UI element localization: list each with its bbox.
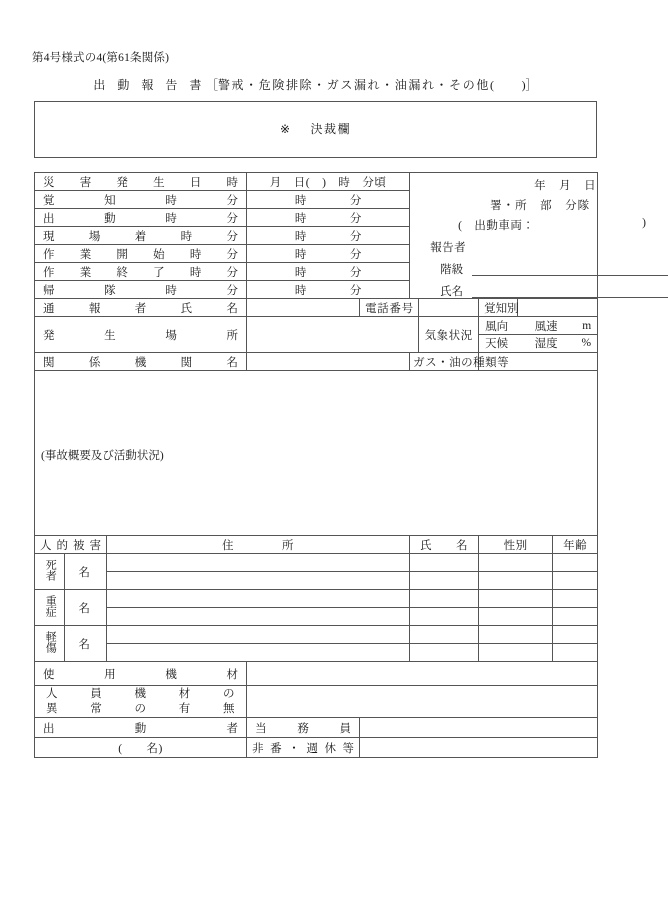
value-off-duty[interactable]: [360, 738, 598, 758]
label-casualty-dead: [35, 554, 65, 590]
description-area[interactable]: [35, 371, 598, 536]
rank-label: 階級: [440, 264, 464, 276]
report-unit[interactable]: 署・所 部 分隊: [490, 200, 591, 212]
value-equipment[interactable]: [247, 662, 598, 686]
table-row-anomaly: [35, 686, 598, 718]
table-row-casualty-dead-2: [35, 572, 598, 590]
weather-row-condition: [479, 335, 597, 352]
label-dispatch-personnel: 出 動 者: [35, 718, 247, 738]
value-casualty-age[interactable]: [553, 572, 598, 590]
table-row-dispatch-onduty: [35, 718, 598, 738]
hour-unit: 時: [294, 194, 307, 207]
label-wind-direction: 風向: [479, 318, 529, 335]
label-casualty-name: 氏 名: [410, 536, 479, 554]
table-row-casualty-minor-1: [35, 626, 598, 644]
reporter-label: 報告者: [430, 242, 467, 254]
minute-unit: 分: [349, 284, 362, 297]
value-casualty-address[interactable]: [107, 608, 410, 626]
value-casualty-address[interactable]: [107, 590, 410, 608]
value-casualty-name[interactable]: [410, 644, 479, 662]
value-casualty-age[interactable]: [553, 608, 598, 626]
value-phone-number[interactable]: [419, 299, 479, 317]
value-casualty-name[interactable]: [410, 626, 479, 644]
label-off-duty: 非番・週休等: [247, 738, 360, 758]
form-title-categories-close: )］: [521, 78, 538, 92]
page-title: [34, 76, 597, 93]
label-casualty-serious: [35, 590, 65, 626]
hour-unit: 時: [294, 266, 307, 279]
label-casualty-category: 人的被害: [35, 536, 107, 554]
value-casualty-age[interactable]: [553, 590, 598, 608]
label-equipment: 使用機材: [35, 662, 247, 686]
weather-table: [479, 318, 597, 352]
unit-wind-speed: m: [574, 318, 598, 335]
name-input-line[interactable]: [472, 297, 668, 298]
form-code: 第4号様式の4(第61条関係): [32, 52, 170, 64]
minute-unit: 分: [349, 266, 362, 279]
form-title-bracket-open: ［: [205, 78, 218, 92]
value-dispatch-count[interactable]: ( 名): [35, 738, 247, 758]
value-notification-type[interactable]: [518, 299, 598, 317]
casualty-type-text: 重症: [44, 594, 57, 617]
value-work-end-time[interactable]: [247, 263, 410, 281]
value-casualty-name[interactable]: [410, 608, 479, 626]
label-on-duty: 当 務 員: [247, 718, 360, 738]
value-location[interactable]: [247, 317, 419, 353]
label-work-end-time: 作業終了時分: [35, 263, 247, 281]
approval-mark-icon: ※: [279, 122, 292, 136]
label-humidity: 湿度: [534, 338, 558, 351]
value-casualty-gender[interactable]: [479, 572, 553, 590]
value-return-time[interactable]: [247, 281, 410, 299]
table-row-caller: [35, 299, 598, 317]
value-casualty-age[interactable]: [553, 644, 598, 662]
count-casualty-dead[interactable]: [65, 554, 107, 590]
table-row-description: [35, 371, 598, 536]
casualty-count-unit: 名: [78, 566, 90, 579]
rank-input-line[interactable]: [472, 275, 668, 276]
unit-humidity: %: [581, 337, 592, 350]
label-phone-number: 電話番号: [360, 299, 419, 317]
label-weather: 気象状況: [419, 317, 479, 353]
label-dispatch-time: 出動時分: [35, 209, 247, 227]
label-disaster-datetime: 災害発生日時: [35, 173, 247, 191]
value-dispatch-time[interactable]: [247, 209, 410, 227]
value-disaster-datetime[interactable]: 月 日( ) 時 分頃: [247, 173, 410, 191]
value-casualty-gender[interactable]: [479, 608, 553, 626]
table-row-casualty-serious-2: [35, 608, 598, 626]
value-casualty-gender[interactable]: [479, 626, 553, 644]
report-info-block: [410, 173, 646, 299]
value-casualty-address[interactable]: [107, 554, 410, 572]
name-label: 氏名: [440, 286, 464, 298]
hour-unit: 時: [294, 212, 307, 225]
approval-box[interactable]: [34, 101, 597, 158]
minute-unit: 分: [349, 248, 362, 261]
casualty-count-unit: 名: [78, 602, 90, 615]
label-work-start-time: 作業開始時分: [35, 245, 247, 263]
table-row-casualty-minor-2: [35, 644, 598, 662]
label-casualty-age: 年齢: [553, 536, 598, 554]
label-weather-condition: 天候: [485, 338, 509, 351]
hour-unit: 時: [294, 230, 307, 243]
table-row-disaster-datetime: [35, 173, 598, 191]
description-label: (事故概要及び活動状況): [41, 450, 164, 462]
minute-unit: 分: [349, 194, 362, 207]
value-anomaly[interactable]: [247, 686, 598, 718]
value-casualty-address[interactable]: [107, 626, 410, 644]
label-location: 発生場所: [35, 317, 247, 353]
value-casualty-age[interactable]: [553, 554, 598, 572]
hour-unit: 時: [294, 284, 307, 297]
report-date[interactable]: 年 月 日: [534, 180, 597, 192]
label-notification-time: 覚知時分: [35, 191, 247, 209]
value-casualty-name[interactable]: [410, 590, 479, 608]
hour-unit: 時: [294, 248, 307, 261]
table-row-agency: [35, 353, 598, 371]
anomaly-label-line2: 異常の有無: [46, 702, 236, 715]
weather-row-wind: [479, 318, 597, 335]
value-casualty-name[interactable]: [410, 572, 479, 590]
label-notification-type: 覚知別: [479, 299, 518, 317]
count-casualty-minor[interactable]: [65, 626, 107, 662]
value-casualty-gender[interactable]: [479, 590, 553, 608]
label-arrival-time: 現場着時分: [35, 227, 247, 245]
approval-label: [35, 120, 596, 137]
value-casualty-gender[interactable]: [479, 644, 553, 662]
casualty-count-unit: 名: [78, 638, 90, 651]
value-casualty-age[interactable]: [553, 626, 598, 644]
value-casualty-gender[interactable]: [479, 554, 553, 572]
table-row-casualty-header: [35, 536, 598, 554]
table-row-casualty-serious-1: [35, 590, 598, 608]
label-caller-name: 通報者氏名: [35, 299, 247, 317]
value-on-duty[interactable]: [360, 718, 598, 738]
weather-detail-block: [479, 317, 598, 353]
label-wind-speed: 風速: [529, 318, 574, 335]
table-row-casualty-dead-1: [35, 554, 598, 572]
casualty-type-text: 軽傷: [44, 630, 57, 653]
table-row-equipment: [35, 662, 598, 686]
value-casualty-address[interactable]: [107, 572, 410, 590]
value-casualty-name[interactable]: [410, 554, 479, 572]
anomaly-label-line1: 人員機材の: [46, 688, 236, 701]
label-casualty-address: 住 所: [107, 536, 410, 554]
label-agency: 関係機関名: [35, 353, 247, 371]
count-casualty-serious[interactable]: [65, 590, 107, 626]
minute-unit: 分: [349, 230, 362, 243]
minute-unit: 分: [349, 212, 362, 225]
value-agency[interactable]: [247, 353, 410, 371]
value-caller-name[interactable]: [247, 299, 360, 317]
label-return-time: 帰隊時分: [35, 281, 247, 299]
label-casualty-minor: [35, 626, 65, 662]
form-title-categories: 警戒・危険排除・ガス漏れ・油漏れ・その他(: [217, 78, 496, 92]
casualty-type-text: 死者: [44, 558, 57, 581]
main-form-table: [34, 172, 646, 758]
form-title-main: 出 動 報 告 書: [93, 78, 206, 92]
label-anomaly: [35, 686, 247, 718]
approval-label-text: 決裁欄: [310, 122, 352, 136]
value-work-start-time[interactable]: [247, 245, 410, 263]
vehicle-label: ( 出動車両：: [458, 220, 535, 232]
value-arrival-time[interactable]: [247, 227, 410, 245]
label-casualty-gender: 性別: [479, 536, 553, 554]
value-notification-time[interactable]: [247, 191, 410, 209]
vehicle-close-paren: ): [642, 217, 646, 229]
table-row-dispatch-count-offduty: [35, 738, 598, 758]
value-casualty-address[interactable]: [107, 644, 410, 662]
label-substance-type: ガス・油の種類等: [410, 353, 479, 371]
